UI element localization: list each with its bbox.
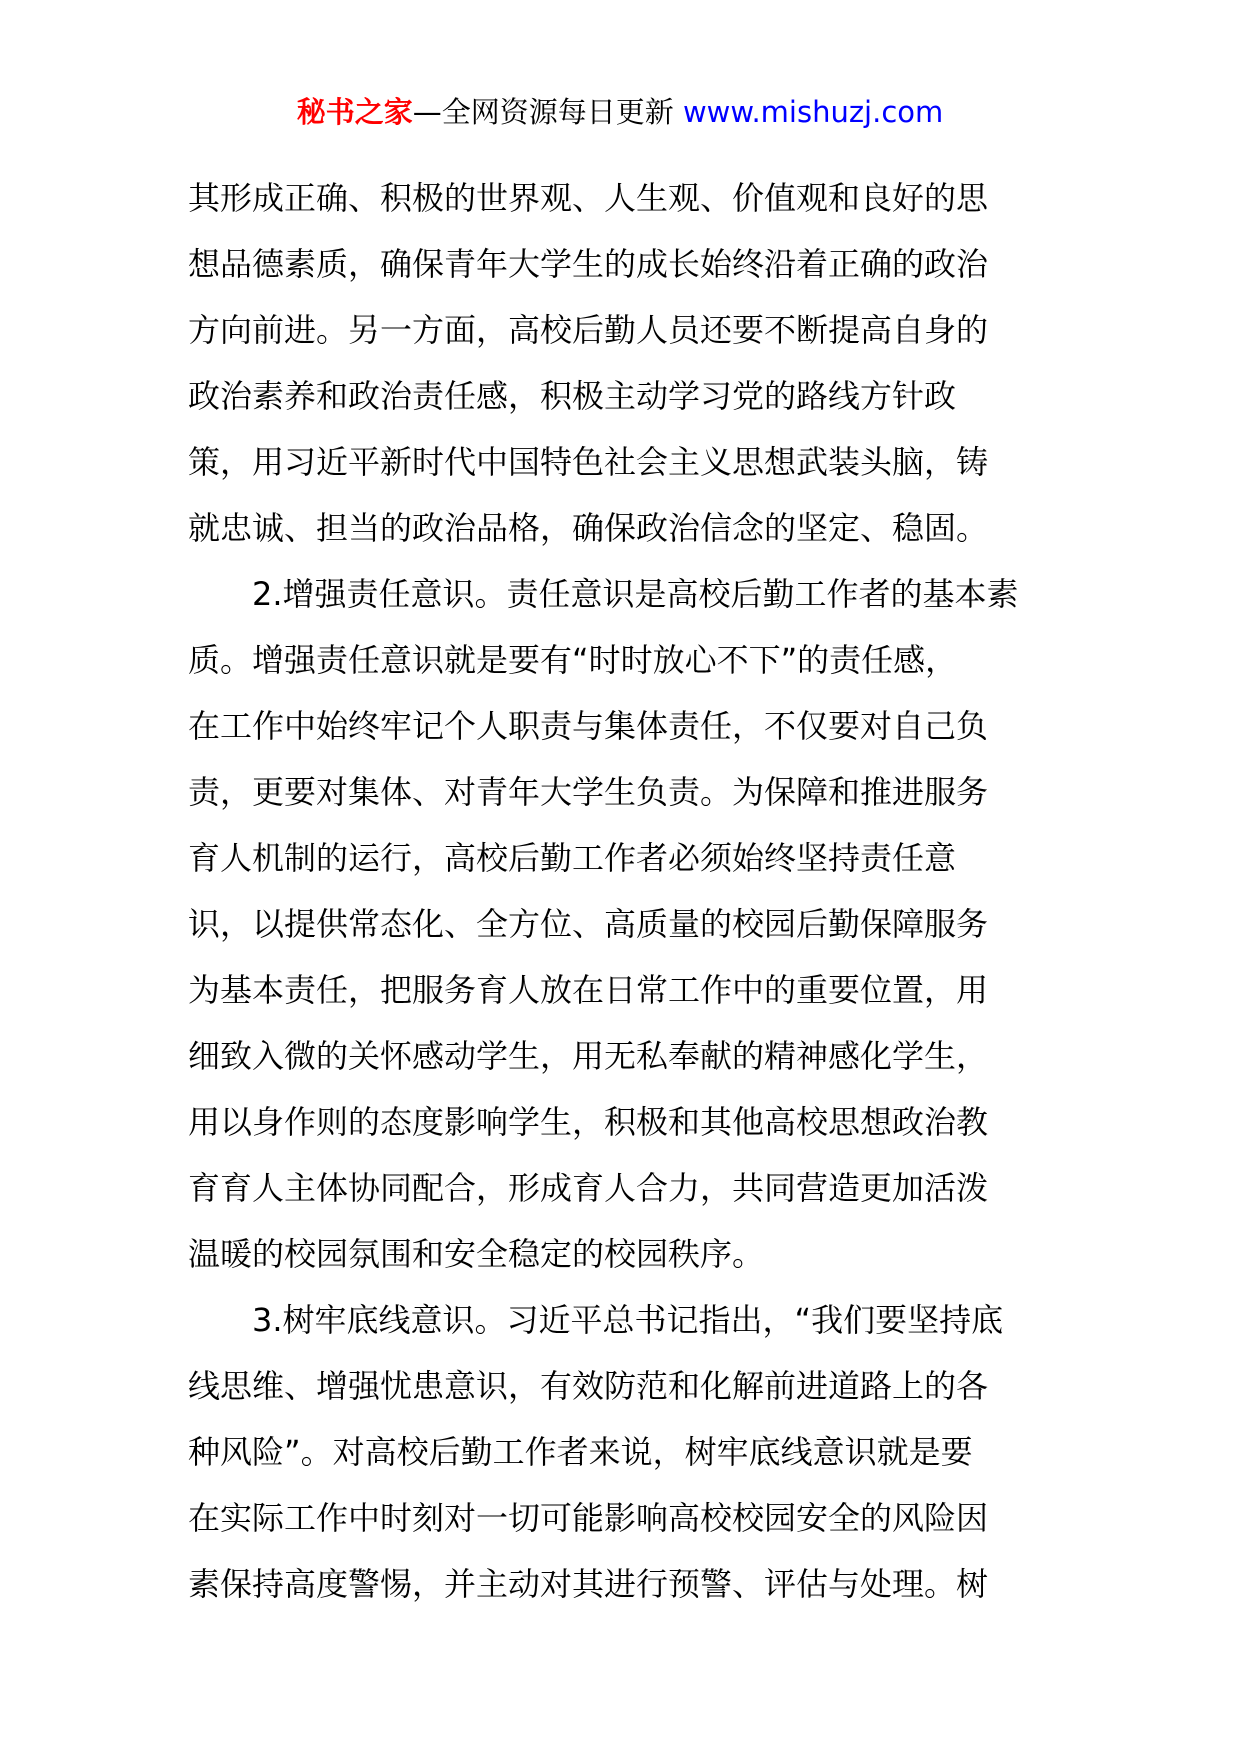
text-line: 其形成正确、积极的世界观、人生观、价值观和良好的思 bbox=[188, 179, 989, 217]
text-line: 育人机制的运行，高校后勤工作者必须始终坚持责任意 bbox=[188, 839, 957, 877]
text-line: 质。增强责任意识就是要有“时时放心不下”的责任感， bbox=[188, 641, 958, 679]
paragraph-first-line: 2.增强责任意识。责任意识是高校后勤工作者的基本素 bbox=[252, 575, 1019, 613]
text-line: 温暖的校园氛围和安全稳定的校园秩序。 bbox=[188, 1235, 765, 1273]
document-body bbox=[188, 165, 1068, 1617]
text-line: 为基本责任，把服务育人放在日常工作中的重要位置，用 bbox=[188, 971, 989, 1009]
text-line: 细致入微的关怀感动学生，用无私奉献的精神感化学生， bbox=[188, 1037, 989, 1075]
text-line: 政治素养和政治责任感，积极主动学习党的路线方针政 bbox=[188, 377, 957, 415]
site-header bbox=[0, 92, 1240, 132]
text-line: 识，以提供常态化、全方位、高质量的校园后勤保障服务 bbox=[188, 905, 989, 943]
text-line: 想品德素质，确保青年大学生的成长始终沿着正确的政治 bbox=[188, 245, 989, 283]
text-line: 在工作中始终牢记个人职责与集体责任，不仅要对自己负 bbox=[188, 707, 989, 745]
text-line: 素保持高度警惕，并主动对其进行预警、评估与处理。树 bbox=[188, 1565, 989, 1603]
text-line: 策，用习近平新时代中国特色社会主义思想武装头脑，铸 bbox=[188, 443, 989, 481]
paragraph-first-line: 3.树牢底线意识。习近平总书记指出，“我们要坚持底 bbox=[252, 1301, 1004, 1339]
text-line: 线思维、增强忧患意识，有效防范和化解前进道路上的各 bbox=[188, 1367, 989, 1405]
brand-name: 秘书之家 bbox=[296, 95, 413, 129]
site-url-link[interactable]: www.mishuzj.com bbox=[682, 95, 944, 129]
header-tagline: —全网资源每日更新 bbox=[412, 95, 683, 129]
text-line: 在实际工作中时刻对一切可能影响高校校园安全的风险因 bbox=[188, 1499, 989, 1537]
text-line: 种风险”。对高校后勤工作者来说，树牢底线意识就是要 bbox=[188, 1433, 973, 1471]
text-line: 育育人主体协同配合，形成育人合力，共同营造更加活泼 bbox=[188, 1169, 989, 1207]
text-line: 责，更要对集体、对青年大学生负责。为保障和推进服务 bbox=[188, 773, 989, 811]
text-line: 就忠诚、担当的政治品格，确保政治信念的坚定、稳固。 bbox=[188, 509, 989, 547]
text-line: 用以身作则的态度影响学生，积极和其他高校思想政治教 bbox=[188, 1103, 989, 1141]
text-line: 方向前进。另一方面，高校后勤人员还要不断提高自身的 bbox=[188, 311, 989, 349]
